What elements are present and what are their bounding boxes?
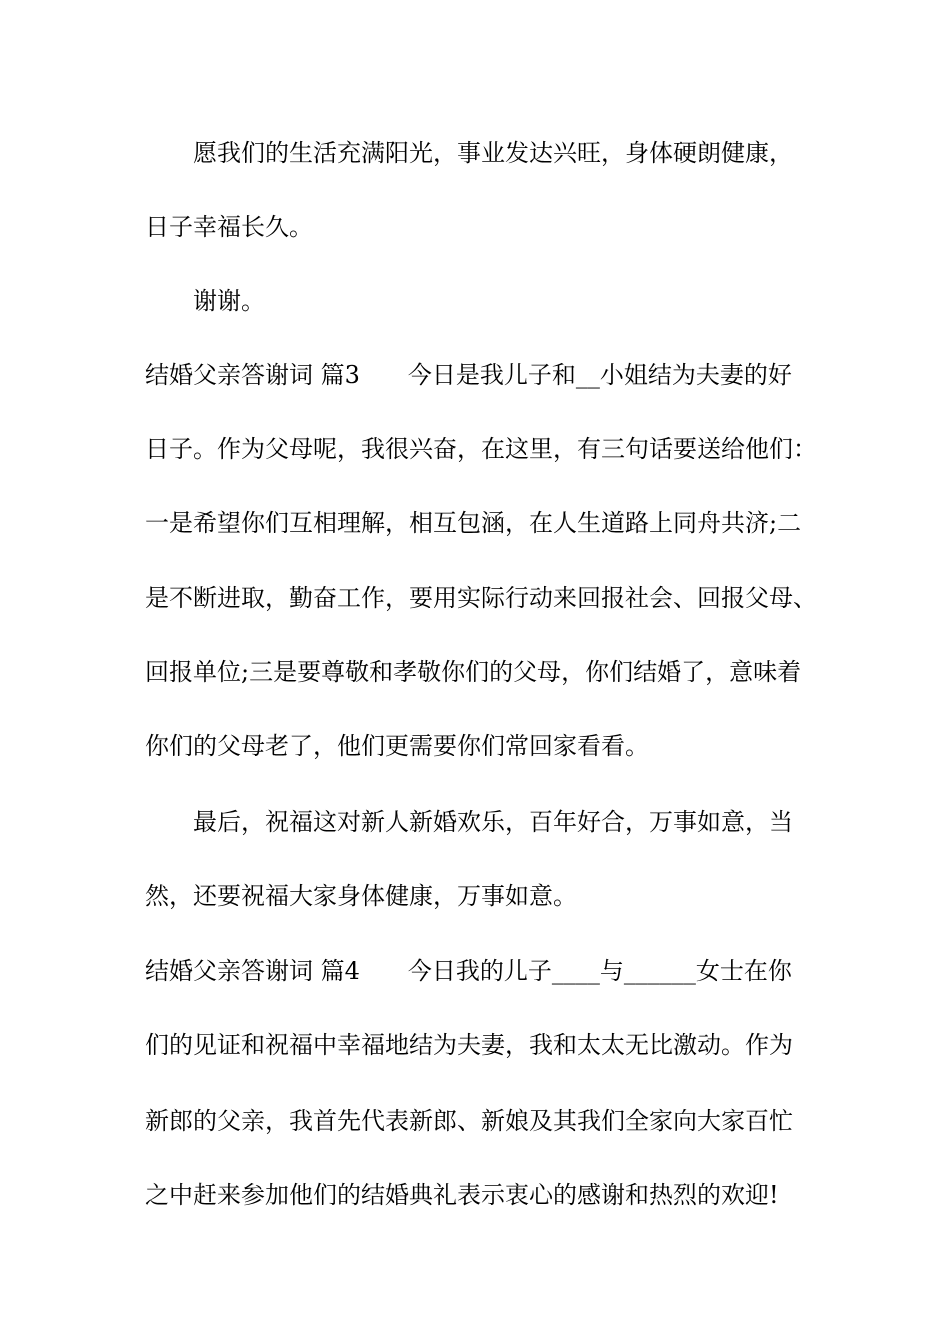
section-heading: 结婚父亲答谢词 篇4 xyxy=(145,957,360,985)
section-heading-line xyxy=(145,355,815,395)
line-text: 回报单位;三是要尊敬和孝敬你们的父母，你们结婚了，意味着 xyxy=(145,658,802,686)
line-text: 今日我的儿子____与______女士在你 xyxy=(407,957,792,985)
section-heading: 结婚父亲答谢词 篇3 xyxy=(145,361,360,389)
line-text: 们的见证和祝福中幸福地结为夫妻，我和太太无比激动。作为 xyxy=(145,1031,793,1059)
line-text: 日子幸福长久。 xyxy=(145,213,313,241)
line-text: 之中赶来参加他们的结婚典礼表示衷心的感谢和热烈的欢迎! xyxy=(145,1181,779,1209)
paragraph-line xyxy=(145,503,815,543)
line-text: 最后，祝福这对新人新婚欢乐，百年好合，万事如意，当 xyxy=(193,808,793,836)
paragraph-line xyxy=(193,281,815,321)
line-text: 一是希望你们互相理解，相互包涵，在人生道路上同舟共济;二 xyxy=(145,509,802,537)
paragraph-line xyxy=(145,1025,815,1065)
line-text: 是不断进取，勤奋工作，要用实际行动来回报社会、回报父母、 xyxy=(145,584,817,612)
line-text: 日子。作为父母呢，我很兴奋，在这里，有三句话要送给他们： xyxy=(145,435,817,463)
paragraph-line xyxy=(145,429,815,469)
paragraph-line xyxy=(145,578,815,618)
line-text: 今日是我儿子和__小姐结为夫妻的好 xyxy=(407,361,792,389)
line-text: 谢谢。 xyxy=(193,287,265,315)
paragraph-line xyxy=(145,876,815,916)
paragraph-line xyxy=(145,1101,815,1141)
paragraph-line xyxy=(145,1175,815,1215)
paragraph-line xyxy=(145,207,815,247)
line-text: 然，还要祝福大家身体健康，万事如意。 xyxy=(145,882,577,910)
paragraph-line xyxy=(145,726,815,766)
paragraph-line xyxy=(193,802,815,842)
line-text: 愿我们的生活充满阳光，事业发达兴旺，身体硬朗健康， xyxy=(193,139,793,167)
line-text: 新郎的父亲，我首先代表新郎、新娘及其我们全家向大家百忙 xyxy=(145,1107,793,1135)
section-heading-line xyxy=(145,951,815,991)
paragraph-line xyxy=(193,133,815,173)
line-text: 你们的父母老了，他们更需要你们常回家看看。 xyxy=(145,732,649,760)
paragraph-line xyxy=(145,652,815,692)
